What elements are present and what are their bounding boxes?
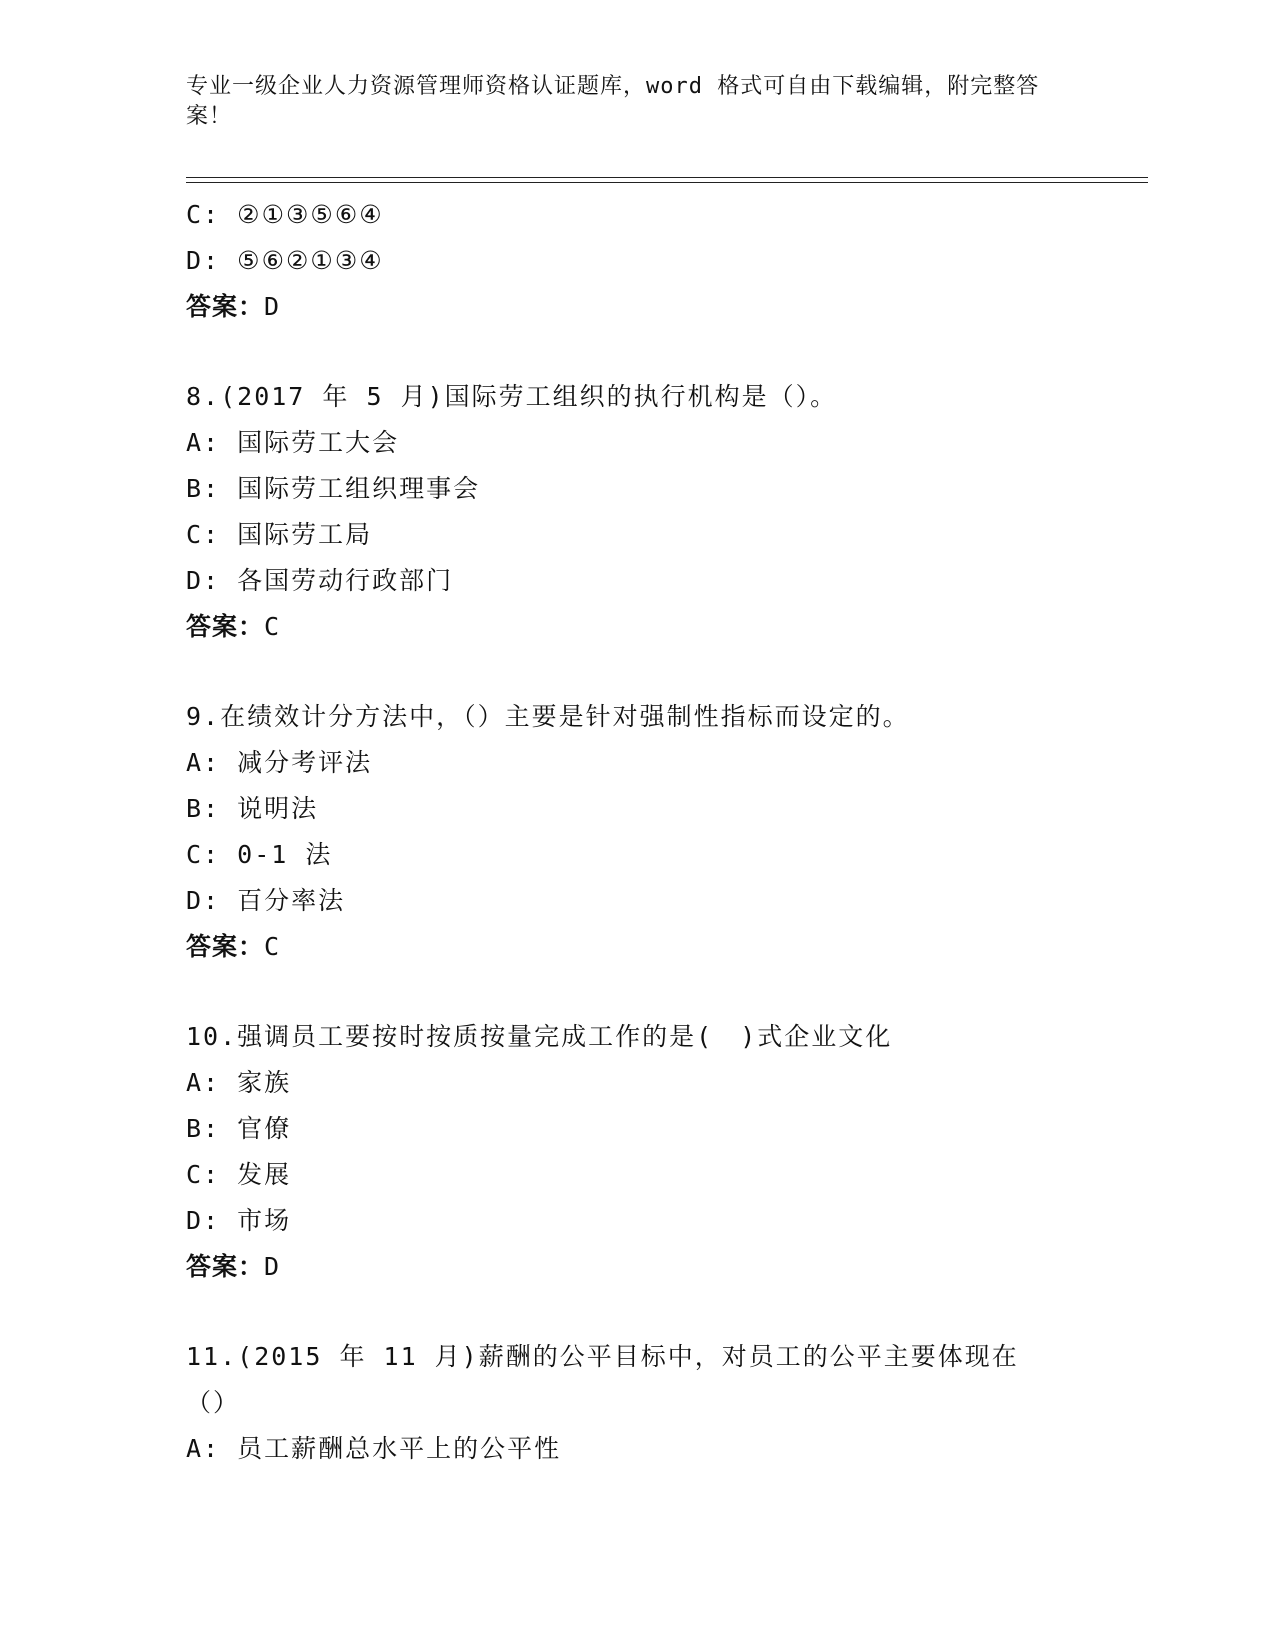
answer-value: C <box>264 612 281 641</box>
header-rule-top <box>186 177 1148 178</box>
option-label: D: <box>186 246 221 275</box>
option-d <box>186 238 1086 284</box>
question-stem: 9.在绩效计分方法中，（）主要是针对强制性指标而设定的。 <box>186 702 910 731</box>
option-a <box>186 420 1086 466</box>
option-label: A: <box>186 1068 221 1097</box>
option-text: ⑤⑥②①③④ <box>237 246 384 275</box>
option-label: A: <box>186 1434 221 1463</box>
option-text: 0-1 法 <box>237 840 333 869</box>
option-text: 国际劳工大会 <box>237 428 400 457</box>
option-label: A: <box>186 748 221 777</box>
document-body <box>186 192 1086 1472</box>
option-b <box>186 1106 1086 1152</box>
answer-label: 答案： <box>186 612 265 641</box>
answer-label: 答案： <box>186 292 265 321</box>
option-b <box>186 786 1086 832</box>
answer-value: C <box>264 932 281 961</box>
answer-label: 答案： <box>186 1252 265 1281</box>
option-c <box>186 512 1086 558</box>
answer-value: D <box>264 1252 281 1281</box>
option-d <box>186 878 1086 924</box>
option-c <box>186 192 1086 238</box>
question-stem: 11.(2015 年 11 月)薪酬的公平目标中，对员工的公平主要体现在（） <box>186 1342 1019 1417</box>
answer-value: D <box>264 292 281 321</box>
option-text: 百分率法 <box>237 886 346 915</box>
option-text: 国际劳工组织理事会 <box>237 474 481 503</box>
option-text: 家族 <box>237 1068 292 1097</box>
option-d <box>186 558 1086 604</box>
option-text: 发展 <box>237 1160 292 1189</box>
option-b <box>186 466 1086 512</box>
option-d <box>186 1198 1086 1244</box>
option-c <box>186 1152 1086 1198</box>
option-label: B: <box>186 794 221 823</box>
option-a <box>186 1426 1086 1472</box>
option-c <box>186 832 1086 878</box>
answer-line <box>186 1244 1086 1290</box>
option-label: B: <box>186 474 221 503</box>
option-label: D: <box>186 886 221 915</box>
question-stem: 8.(2017 年 5 月)国际劳工组织的执行机构是（）。 <box>186 382 838 411</box>
header-rule-bottom <box>186 182 1148 183</box>
option-a <box>186 740 1086 786</box>
question-stem: 10.强调员工要按时按质按量完成工作的是( )式企业文化 <box>186 1022 893 1051</box>
option-a <box>186 1060 1086 1106</box>
answer-line <box>186 284 1086 330</box>
answer-label: 答案： <box>186 932 265 961</box>
option-text: 国际劳工局 <box>237 520 373 549</box>
option-label: B: <box>186 1114 221 1143</box>
option-label: C: <box>186 520 221 549</box>
answer-line <box>186 924 1086 970</box>
option-label: D: <box>186 1206 221 1235</box>
option-label: D: <box>186 566 221 595</box>
option-text: 减分考评法 <box>237 748 373 777</box>
option-label: C: <box>186 840 221 869</box>
document-header: 专业一级企业人力资源管理师资格认证题库，word 格式可自由下载编辑，附完整答案！ <box>186 74 1040 129</box>
option-text: 官僚 <box>237 1114 292 1143</box>
answer-line <box>186 604 1086 650</box>
option-label: A: <box>186 428 221 457</box>
option-text: 员工薪酬总水平上的公平性 <box>237 1434 562 1463</box>
option-label: C: <box>186 200 221 229</box>
option-label: C: <box>186 1160 221 1189</box>
option-text: 各国劳动行政部门 <box>237 566 454 595</box>
option-text: 说明法 <box>237 794 319 823</box>
option-text: ②①③⑤⑥④ <box>237 200 384 229</box>
option-text: 市场 <box>237 1206 292 1235</box>
